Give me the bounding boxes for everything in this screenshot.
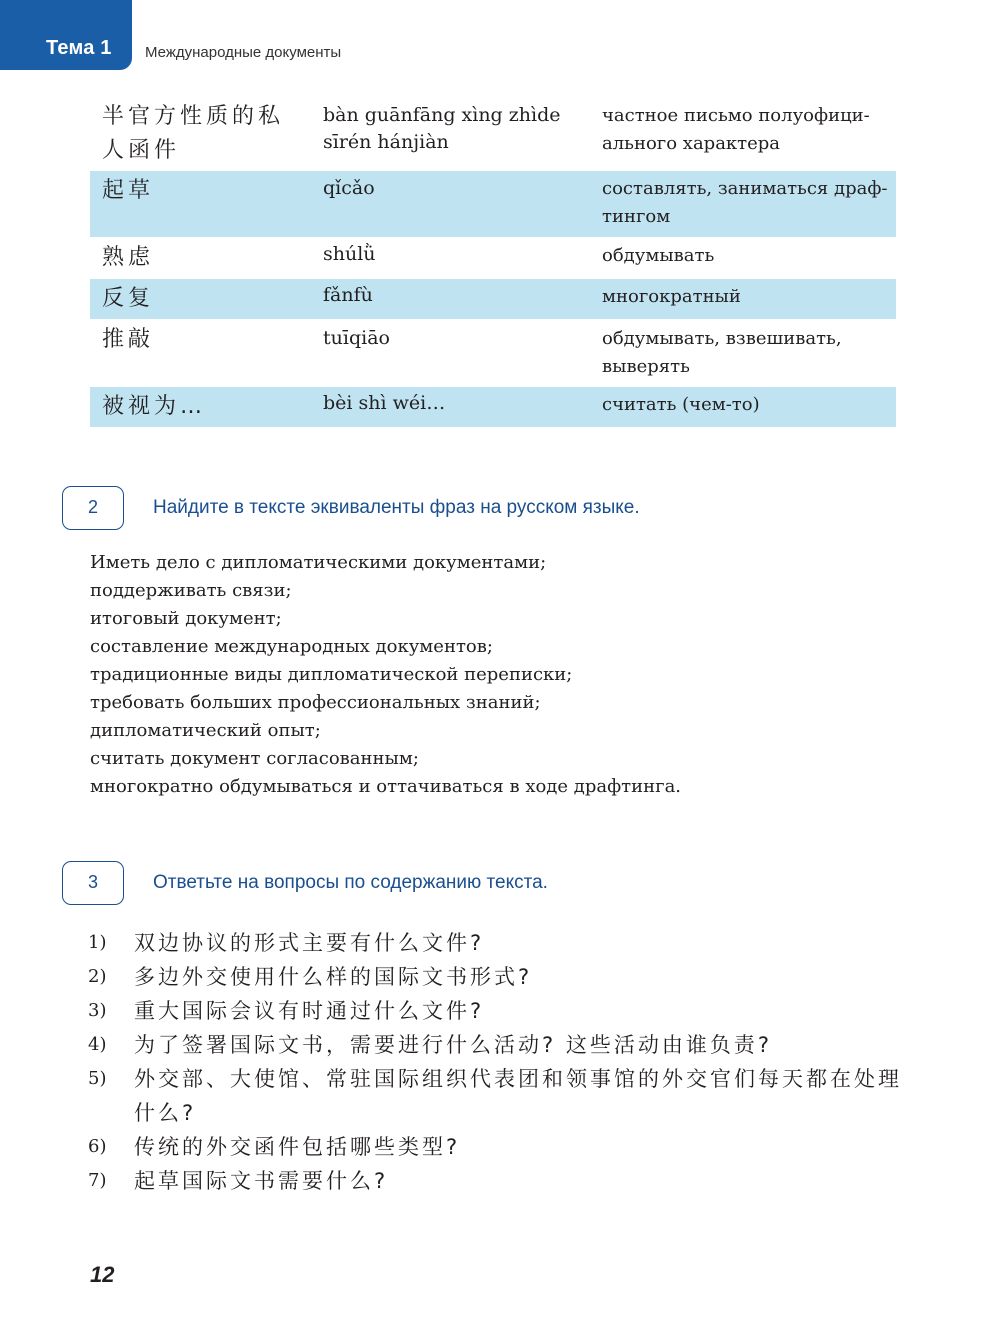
question-text: 起草国际文书需要什么? [134,1169,389,1193]
vocab-hanzi: 反复 [102,286,155,311]
vocab-pinyin: bèi shì wéi… [323,392,446,414]
topic-label: Тема 1 [46,37,112,59]
vocab-pinyin: tuīqiāo [323,327,390,349]
task-2-title: Найдите в тексте эквиваленты фраз на русском языке. [153,497,640,518]
topic-subtitle: Международные документы [145,44,342,61]
question-item [88,1028,908,1062]
vocab-translation: обдумывать, взвешивать, выверять [602,328,842,377]
question-item [88,926,908,960]
list-item: считать документ согласованным; [90,748,419,769]
question-item [88,960,908,994]
vocab-row [90,96,896,171]
list-item: традиционные виды дипломатической переписки; [90,664,573,685]
question-text: 传统的外交函件包括哪些类型? [134,1135,461,1159]
phrase-list [90,549,890,801]
question-text: 为了签署国际文书，需要进行什么活动? 这些活动由谁负责? [134,1033,772,1057]
vocab-translation: обдумывать [602,245,715,266]
vocab-translation: составлять, заниматься драф-тингом [602,178,888,227]
vocab-row [90,237,896,279]
question-number: 4) [88,1034,107,1055]
question-number: 6) [88,1136,107,1157]
vocab-translation: многократный [602,286,741,307]
question-number: 1) [88,932,107,953]
vocab-pinyin: fǎnfù [323,284,373,306]
list-item: поддерживать связи; [90,580,292,601]
vocab-hanzi: 半官方性质的私人函件 [102,104,285,163]
vocab-row [90,171,896,237]
question-number: 2) [88,966,107,987]
task-3-title: Ответьте на вопросы по содержанию текста. [153,872,548,893]
question-text: 重大国际会议有时通过什么文件? [134,999,485,1023]
list-item: дипломатический опыт; [90,720,321,741]
vocab-hanzi: 被视为… [102,394,207,419]
question-item [88,1062,908,1130]
list-item: требовать больших профессиональных знаний; [90,692,541,713]
vocab-pinyin: bàn guānfāng xìng zhìde sīrén hánjiàn [323,104,561,153]
question-list [88,926,908,1198]
question-item [88,1164,908,1198]
list-item: итоговый документ; [90,608,282,629]
list-item: многократно обдумываться и оттачиваться в ходе драфтинга. [90,776,682,797]
vocab-hanzi: 熟虑 [102,245,155,270]
question-text: 外交部、大使馆、常驻国际组织代表团和领事馆的外交官们每天都在处理什么? [134,1067,902,1125]
question-number: 3) [88,1000,107,1021]
question-item [88,1130,908,1164]
question-item [88,994,908,1028]
question-text: 双边协议的形式主要有什么文件? [134,931,485,955]
vocab-hanzi: 起草 [102,178,155,203]
vocab-translation: частное письмо полуофици-ального характера [602,105,870,154]
list-item: Иметь дело с дипломатическими документами; [90,552,547,573]
vocab-pinyin: qǐcǎo [323,177,375,199]
vocabulary-table [90,96,896,427]
task-3-number: 3 [62,861,124,905]
task-2-number: 2 [62,486,124,530]
question-number: 5) [88,1068,107,1089]
vocab-row [90,387,896,427]
vocab-row [90,279,896,319]
question-number: 7) [88,1170,107,1191]
vocab-hanzi: 推敲 [102,327,155,352]
vocab-row [90,319,896,387]
question-text: 多边外交使用什么样的国际文书形式? [134,965,533,989]
vocab-translation: считать (чем-то) [602,394,760,415]
page-number: 12 [90,1262,115,1287]
list-item: составление международных документов; [90,636,493,657]
vocab-pinyin: shúlǜ [323,243,376,265]
header-tab [0,0,132,70]
